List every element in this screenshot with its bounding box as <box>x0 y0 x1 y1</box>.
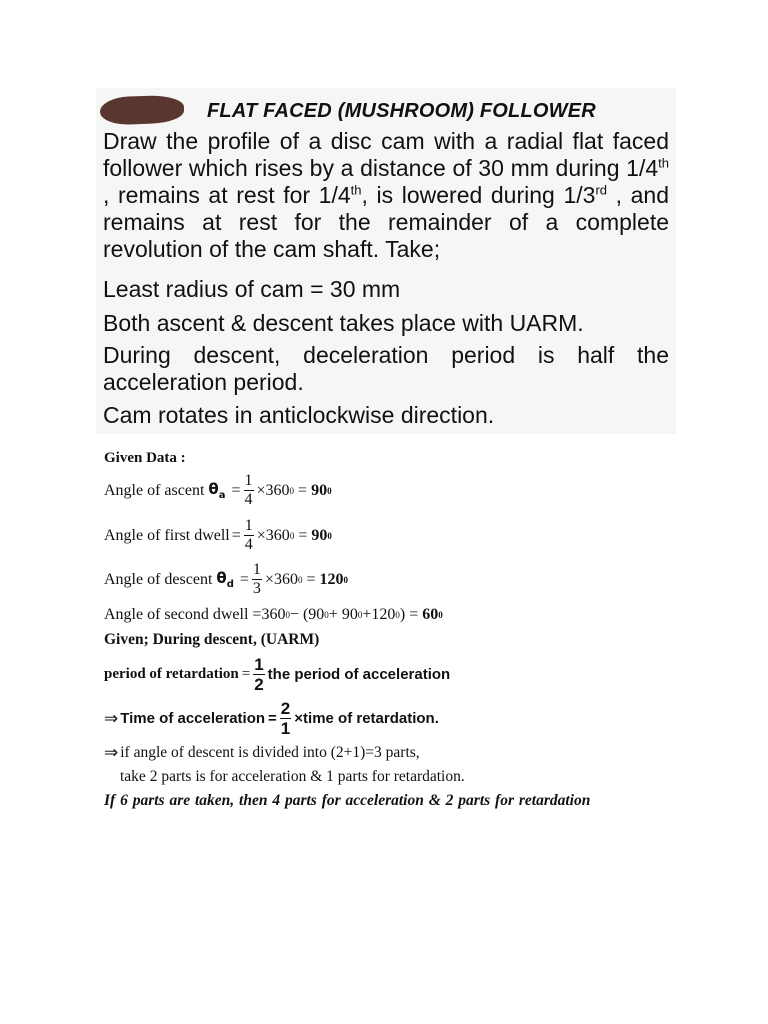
descent-label: Angle of descent <box>104 570 213 588</box>
ascent-label: Angle of ascent <box>104 481 205 499</box>
least-radius-line: Least radius of cam = 30 mm <box>103 276 401 302</box>
fraction-two-over-one: $\frac{2}{1}$ <box>280 699 291 738</box>
second-dwell-row: Angle of second dwell = 360 0 − (90 0 + 90 0 +120 0 ) = 60 0 <box>104 606 443 623</box>
page-title: FLAT FACED (MUSHROOM) FOLLOWER <box>207 100 596 122</box>
ascent-result: 90 <box>311 481 328 499</box>
if-line: ⇒ if angle of descent is divided into (2+1)=3 parts, <box>104 743 420 762</box>
first-dwell-row: Angle of first dwell = $\frac{1}{4}$ ×360 0 = 90 0 <box>104 517 332 553</box>
implies-symbol: ⇒ <box>104 708 119 728</box>
descent-result: 120 <box>319 570 344 588</box>
problem-text-2: , remains at rest for 1/4 <box>103 182 351 208</box>
times-360: ×360 <box>256 481 290 499</box>
time-acceleration-row: ⇒ Time of acceleration = $\frac{2}{1}$ ×time of retardation. <box>104 699 439 738</box>
first-dwell-label: Angle of first dwell <box>104 526 230 544</box>
descent-line-1: During descent, deceleration period is half the <box>103 342 669 368</box>
problem-sup-1: th <box>658 155 669 171</box>
descent-row: Angle of descent $\theta_d$ = $\frac{1}{3}$ ×360 0 = 120 0 <box>104 561 348 597</box>
first-dwell-result: 90 <box>311 526 328 544</box>
fraction-quarter: $\frac{1}{4}$ <box>244 517 253 553</box>
ascent-row: Angle of ascent $\theta_a$ = $\frac{1}{4}$ ×360 0 = 90 0 <box>104 472 332 508</box>
during-descent-line: Given; During descent, (UARM) <box>104 631 320 648</box>
theta-a-symbol: $\theta_a$ <box>208 480 226 501</box>
take-line: take 2 parts is for acceleration & 1 parts for retardation. <box>120 768 465 785</box>
problem-sup-3: rd <box>595 182 607 198</box>
rotation-line: Cam rotates in anticlockwise direction. <box>103 402 495 428</box>
second-dwell-result: 60 <box>422 606 439 623</box>
theta-d-symbol: $\theta_d$ <box>216 569 234 590</box>
problem-statement <box>103 128 669 263</box>
retardation-row: period of retardation = $\frac{1}{2}$ the period of acceleration <box>104 655 451 694</box>
uarm-line: Both ascent & descent takes place with UARM. <box>103 310 584 336</box>
fraction-half: $\frac{1}{2}$ <box>254 655 264 694</box>
fraction-third: $\frac{1}{3}$ <box>252 561 261 597</box>
descent-line-2: acceleration period. <box>103 369 304 395</box>
problem-sup-2: th <box>350 182 362 198</box>
retardation-rest: the period of acceleration <box>267 666 451 683</box>
problem-text-4: , and remains at rest for the remainder of a complete revolution of the cam shaft. Take; <box>103 182 670 262</box>
problem-text-3: , is lowered during 1/3 <box>361 182 596 208</box>
fraction-quarter: $\frac{1}{4}$ <box>244 472 253 508</box>
problem-text-1: Draw the profile of a disc cam with a radial flat faced follower which rises by a distance of 30 mm during 1/4 <box>103 128 669 181</box>
six-parts-line: If 6 parts are taken, then 4 parts for acceleration & 2 parts for retardation <box>104 792 591 809</box>
equals-sign: = <box>231 481 241 499</box>
given-data-title: Given Data : <box>104 450 186 466</box>
second-dwell-label: Angle of second dwell <box>104 606 249 623</box>
time-rest: ×time of retardation. <box>294 710 439 727</box>
retardation-label: period of retardation <box>104 666 239 682</box>
time-acceleration-label: Time of acceleration <box>120 710 266 727</box>
